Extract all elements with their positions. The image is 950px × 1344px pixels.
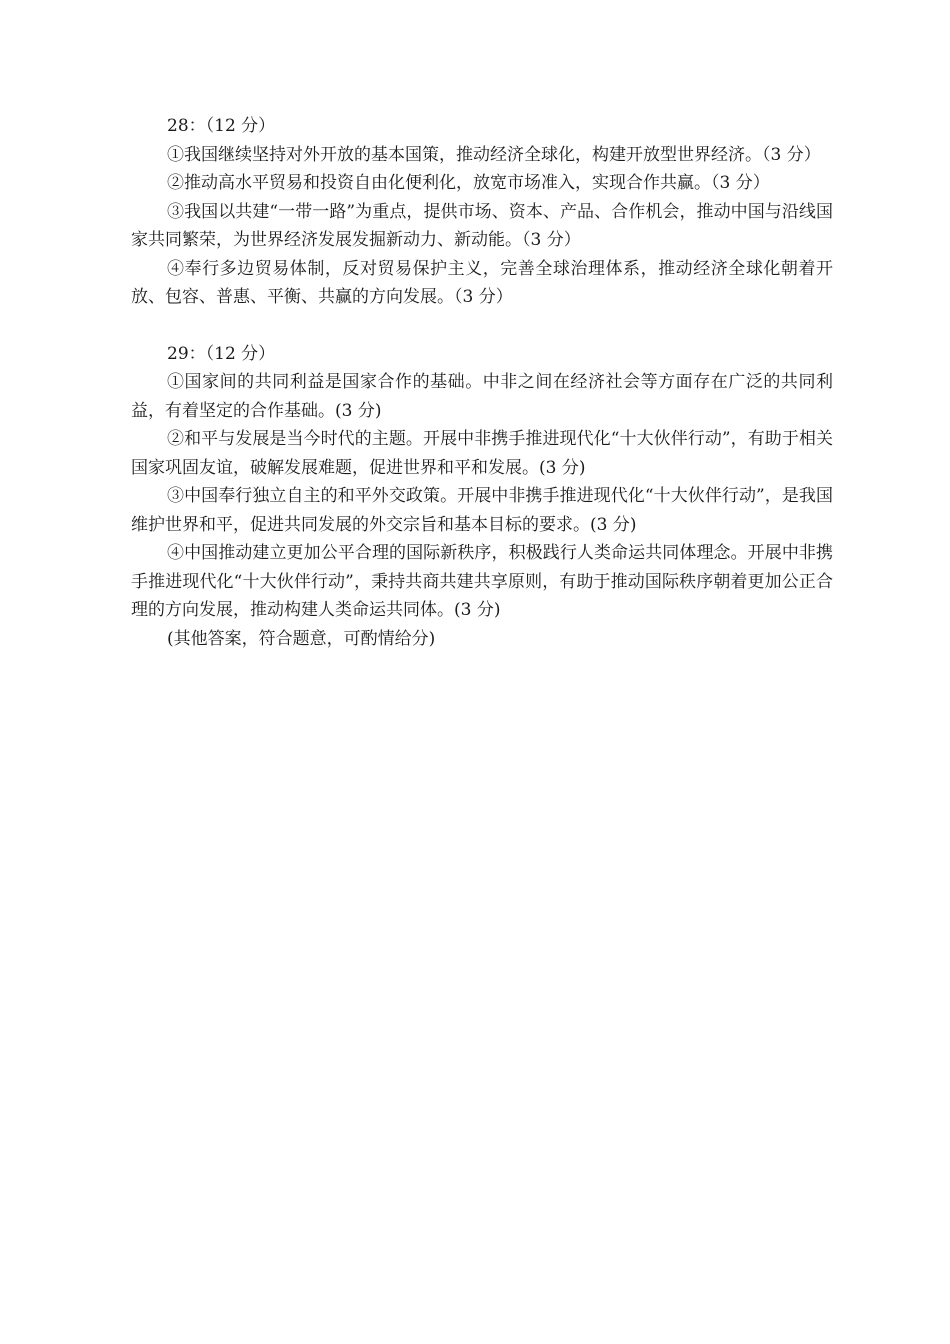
answer-section-29: [131, 340, 833, 654]
question-heading: 28：（12 分）: [167, 116, 276, 136]
answer-point: ③中国奉行独立自主的和平外交政策。开展中非携手推进现代化“十大伙伴行动”，是我国维护世界和平，促进共同发展的外交宗旨和基本目标的要求。(3 分): [131, 486, 833, 535]
answer-section-28: [131, 112, 833, 312]
answer-point: ①国家间的共同利益是国家合作的基础。中非之间在经济社会等方面存在广泛的共同利益，有着坚定的合作基础。(3 分): [131, 372, 833, 421]
answer-point: ④奉行多边贸易体制，反对贸易保护主义，完善全球治理体系，推动经济全球化朝着开放、包容、普惠、平衡、共赢的方向发展。（3 分）: [131, 258, 833, 307]
answer-point: ②推动高水平贸易和投资自由化便利化，放宽市场准入，实现合作共赢。（3 分）: [167, 173, 770, 193]
answer-page: [131, 112, 833, 681]
grading-note: (其他答案，符合题意，可酌情给分): [167, 628, 436, 649]
answer-point: ②和平与发展是当今时代的主题。开展中非携手推进现代化“十大伙伴行动”，有助于相关国家巩固友谊，破解发展难题，促进世界和平和发展。(3 分): [131, 429, 833, 478]
answer-point: ①我国继续坚持对外开放的基本国策，推动经济全球化，构建开放型世界经济。（3 分）: [167, 144, 821, 165]
question-heading: 29：（12 分）: [167, 343, 276, 364]
answer-point: ③我国以共建“一带一路”为重点，提供市场、资本、产品、合作机会，推动中国与沿线国家共同繁荣，为世界经济发展发掘新动力、新动能。（3 分）: [131, 201, 833, 250]
answer-point: ④中国推动建立更加公平合理的国际新秩序，积极践行人类命运共同体理念。开展中非携手推进现代化“十大伙伴行动”，秉持共商共建共享原则，有助于推动国际秩序朝着更加公正合理的方向发展，推动构建人类命运共同体。(3 分): [131, 543, 833, 620]
